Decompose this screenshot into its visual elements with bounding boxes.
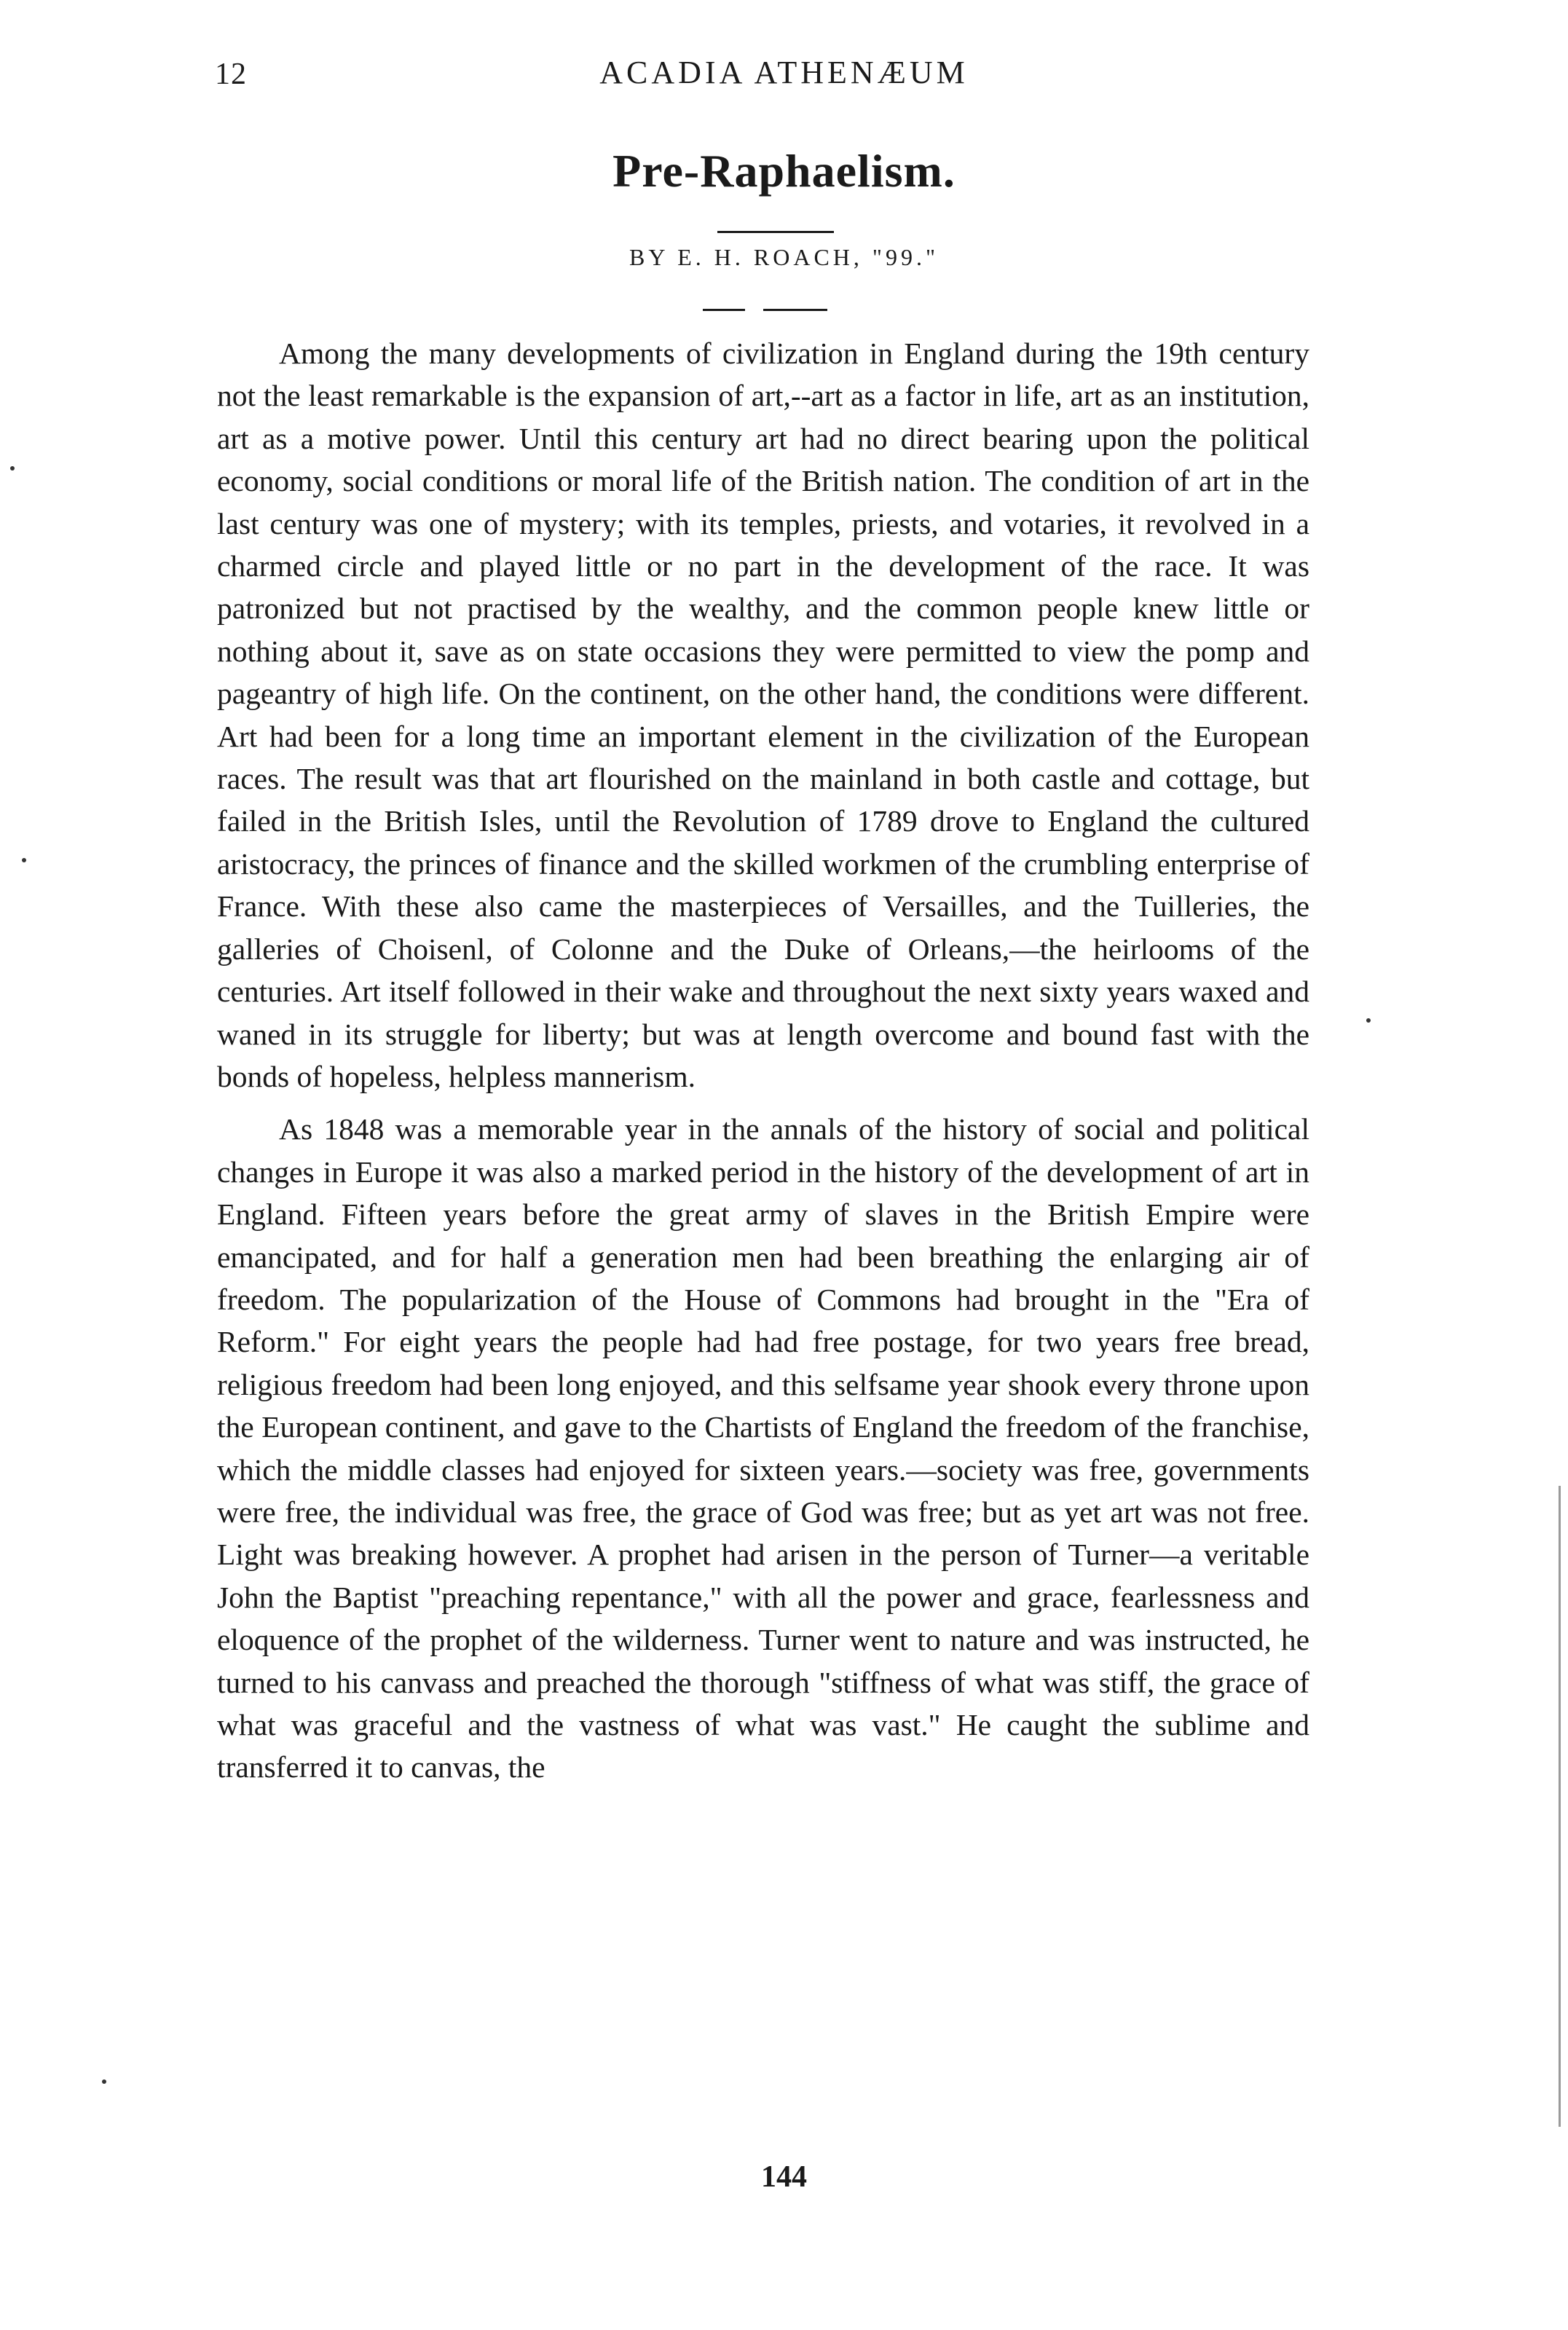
paragraph-2: As 1848 was a memorable year in the annals of the history of social and political changes in Europe it was also a marked period in the history of the development of art in England. Fifteen years before the great army of slaves in the British Empire were emancipated, and for half a generation men had been breathing the enlarging air of freedom. The popularization of the House of Commons had brought in the "Era of Reform." For eight years the people had had free postage, for two years free bread, religious freedom had been long enjoyed, and this selfsame year shook every throne upon the European continent, and gave to the Chartists of England the freedom of the franchise, which the middle classes had enjoyed for sixteen years.—society was free, governments were free, the individual was free, the grace of God was free; but as yet art was not free. Light was breaking however. A prophet had arisen in the person of Turner—a veritable John the Baptist "preaching repentance," with all the power and grace, fearlessness and eloquence of the prophet of the wilderness. Turner went to nature and was instructed, he turned to his canvass and preached the thorough "stiffness of what was stiff, the grace of what was graceful and the vastness of what was vast." He caught the sublime and transferred it to canvas, the	[217, 1112, 1309, 1784]
paragraph-1: Among the many developments of civilization in England during the 19th century not the least remarkable is the expansion of art,--art as a factor in life, art as an institution, art as a motive power. Until this century art had no direct bearing upon the political economy, social conditions or moral life of the British nation. The condition of art in the last century was one of mystery; with its temples, priests, and votaries, it revolved in a charmed circle and played little or no part in the development of the race. It was patronized but not practised by the wealthy, and the common people knew little or nothing about it, save as on state occasions they were permitted to view the pomp and pageantry of high life. On the continent, on the other hand, the conditions were different. Art had been for a long time an important element in the civilization of the European races. The result was that art flourished on the mainland in both castle and cottage, but failed in the British Isles, until the Revolution of 1789 drove to England the cultured aristocracy, the princes of finance and the skilled workmen of the crumbling enterprise of France. With these also came the masterpieces of Versailles, and the Tuilleries, the galleries of Choisenl, of Colonne and the Duke of Orleans,—the heirlooms of the centuries. Art itself followed in their wake and throughout the next sixty years waxed and waned in its struggle for liberty; but was at length overcome and bound fast with the bonds of hopeless, helpless mannerism.	[217, 336, 1309, 1093]
running-head: ACADIA ATHENÆUM	[599, 55, 969, 90]
article-title: Pre-Raphaelism.	[612, 145, 956, 197]
margin-dot	[102, 2079, 106, 2084]
folio: 144	[761, 2160, 807, 2194]
margin-dot	[22, 858, 26, 862]
article-body	[217, 332, 1309, 1789]
margin-dot	[1366, 1018, 1371, 1023]
byline: BY E. H. ROACH, "99."	[629, 244, 939, 270]
title-rule	[717, 231, 834, 233]
margin-dot	[10, 466, 15, 471]
scan-edge-mark	[1559, 1486, 1561, 2127]
page-number: 12	[215, 58, 247, 91]
byline-rule-left	[703, 309, 745, 311]
byline-rule-right	[763, 309, 827, 311]
